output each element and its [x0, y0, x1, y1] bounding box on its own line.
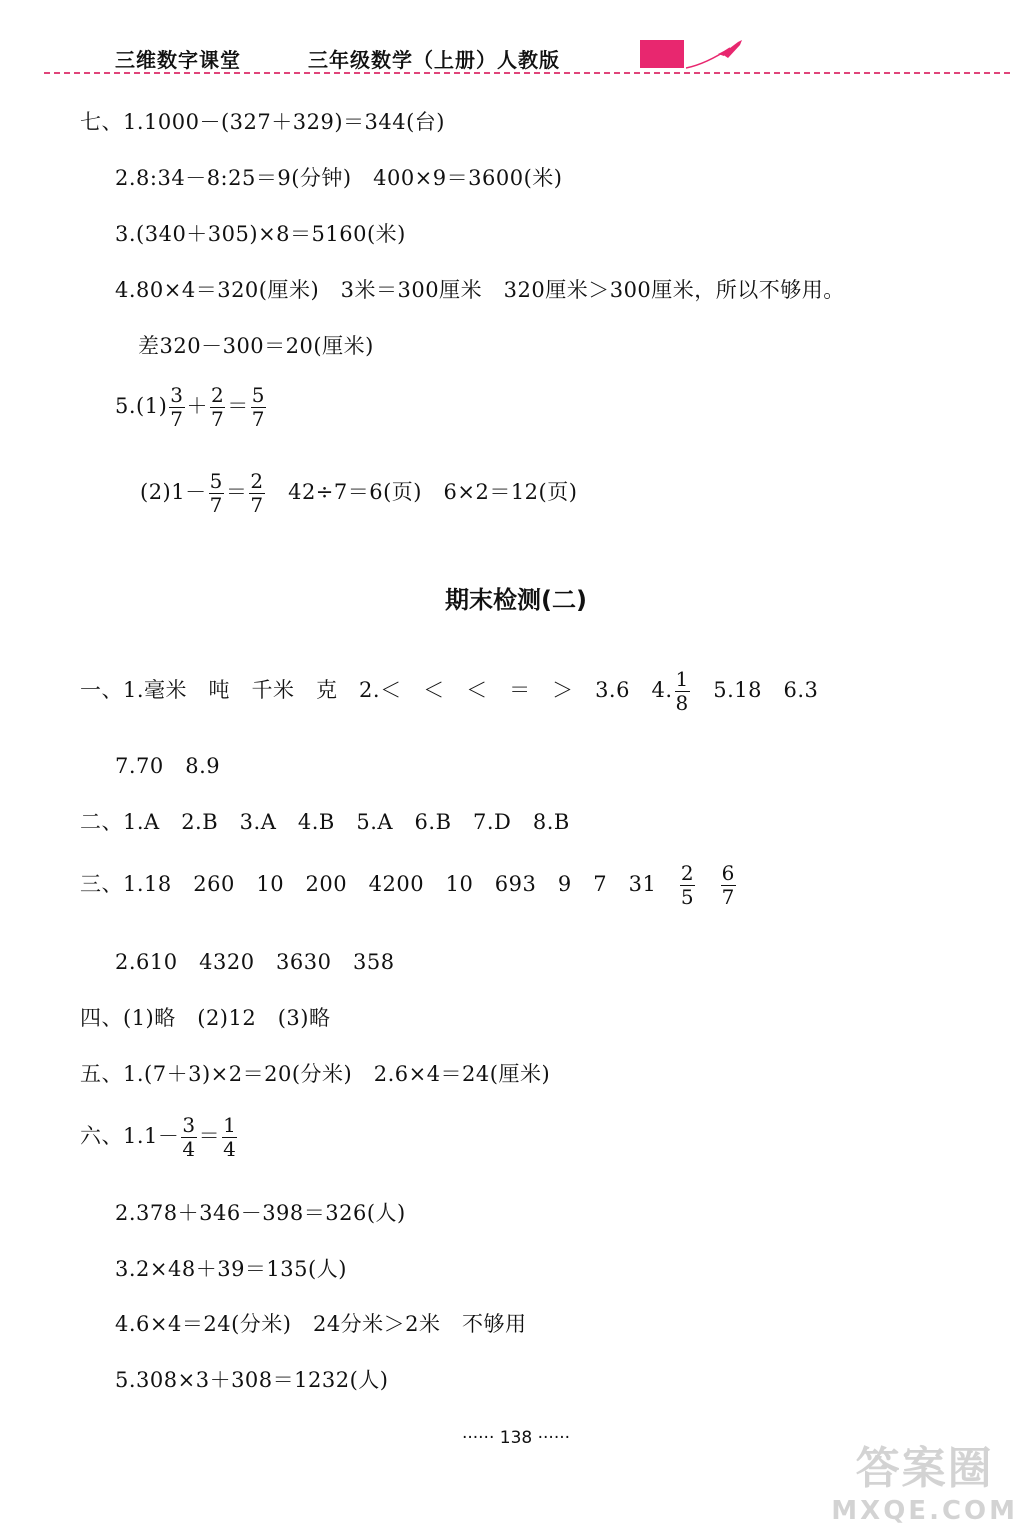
fraction-numerator: 5 — [209, 469, 223, 493]
fraction — [675, 668, 690, 715]
fraction-denominator: 5 — [680, 885, 695, 909]
fraction — [222, 1114, 237, 1161]
answer-3-1 — [80, 862, 738, 909]
answer-1-2: 7.70 8.9 — [115, 754, 221, 778]
fraction — [209, 470, 224, 517]
operator: ＝ — [227, 394, 249, 418]
fraction-denominator: 7 — [211, 407, 225, 431]
fraction-numerator: 3 — [182, 1113, 196, 1137]
fraction — [181, 1114, 196, 1161]
fraction-numerator: 6 — [721, 861, 735, 885]
fraction — [249, 470, 264, 517]
answer-text: 三、1.18 260 10 200 4200 10 693 9 7 31 — [80, 872, 657, 896]
watermark-logo — [831, 1432, 1018, 1526]
answer-text: 5.18 6.3 — [691, 678, 819, 702]
answer-6-5: 5.308×3＋308＝1232(人) — [115, 1368, 389, 1392]
fraction — [210, 384, 225, 431]
fraction-numerator: 1 — [675, 667, 689, 691]
header-divider — [44, 72, 1010, 74]
answer-7-5-2 — [140, 470, 577, 517]
answer-4: 四、(1)略 (2)12 (3)略 — [80, 1006, 331, 1030]
answer-prefix: (2)1－ — [140, 480, 207, 504]
fraction — [251, 384, 266, 431]
answer-7-2: 2.8:34－8:25＝9(分钟) 400×9＝3600(米) — [115, 166, 563, 190]
operator: ＋ — [186, 394, 209, 418]
exam-title: 期末检测(二) — [445, 586, 587, 614]
answer-7-5-1 — [115, 384, 268, 431]
answer-6-2: 2.378＋346－398＝326(人) — [115, 1201, 406, 1225]
header-subtitle: 三年级数学（上册）人教版 — [308, 48, 560, 72]
operator: ＝ — [225, 480, 248, 504]
fraction-numerator: 5 — [251, 383, 265, 407]
header-brand: 三维数字课堂 — [115, 48, 241, 72]
fraction-numerator: 2 — [211, 383, 225, 407]
answer-text: 42÷7＝6(页) 6×2＝12(页) — [266, 480, 578, 504]
answer-6-1 — [80, 1114, 239, 1161]
fraction — [680, 862, 695, 909]
answer-1-1 — [80, 668, 818, 715]
answer-3-2: 2.610 4320 3630 358 — [115, 950, 395, 974]
operator: ＝ — [198, 1124, 221, 1148]
fraction — [169, 384, 184, 431]
fraction-denominator: 4 — [182, 1137, 196, 1161]
answer-2: 二、1.A 2.B 3.A 4.B 5.A 6.B 7.D 8.B — [80, 810, 570, 834]
fraction-denominator: 8 — [675, 691, 689, 715]
answer-prefix: 5.(1) — [115, 394, 168, 418]
answer-6-3: 3.2×48＋39＝135(人) — [115, 1257, 347, 1281]
answer-7-4-diff: 差320－300＝20(厘米) — [138, 334, 374, 358]
answer-7-3: 3.(340＋305)×8＝5160(米) — [115, 222, 406, 246]
fraction-denominator: 7 — [209, 493, 223, 517]
fraction-denominator: 7 — [170, 407, 184, 431]
page-number: ······ 138 ······ — [461, 1428, 571, 1448]
fraction — [721, 862, 736, 909]
answer-prefix: 六、1.1－ — [80, 1124, 180, 1148]
fraction-denominator: 7 — [721, 885, 735, 909]
watermark-text: 答案圈 — [855, 1443, 994, 1494]
rocket-icon — [686, 38, 746, 72]
fraction-denominator: 7 — [250, 493, 264, 517]
answer-text: 一、1.毫米 吨 千米 克 2.＜ ＜ ＜ ＝ ＞ 3.6 4. — [80, 678, 673, 702]
fraction-numerator: 2 — [250, 469, 264, 493]
watermark-url: MXQE.COM — [831, 1496, 1018, 1526]
answer-7-1: 七、1.1000－(327＋329)＝344(台) — [80, 110, 445, 134]
answer-5: 五、1.(7＋3)×2＝20(分米) 2.6×4＝24(厘米) — [80, 1062, 551, 1086]
answer-7-4: 4.80×4＝320(厘米) 3米＝300厘米 320厘米＞300厘米，所以不够用。 — [115, 278, 845, 302]
header-pink-block — [640, 40, 684, 68]
fraction-numerator: 1 — [223, 1113, 237, 1137]
fraction-denominator: 7 — [251, 407, 265, 431]
answer-6-4: 4.6×4＝24(分米) 24分米＞2米 不够用 — [115, 1312, 527, 1336]
fraction-numerator: 2 — [680, 861, 695, 885]
fraction-denominator: 4 — [223, 1137, 237, 1161]
fraction-numerator: 3 — [170, 383, 184, 407]
